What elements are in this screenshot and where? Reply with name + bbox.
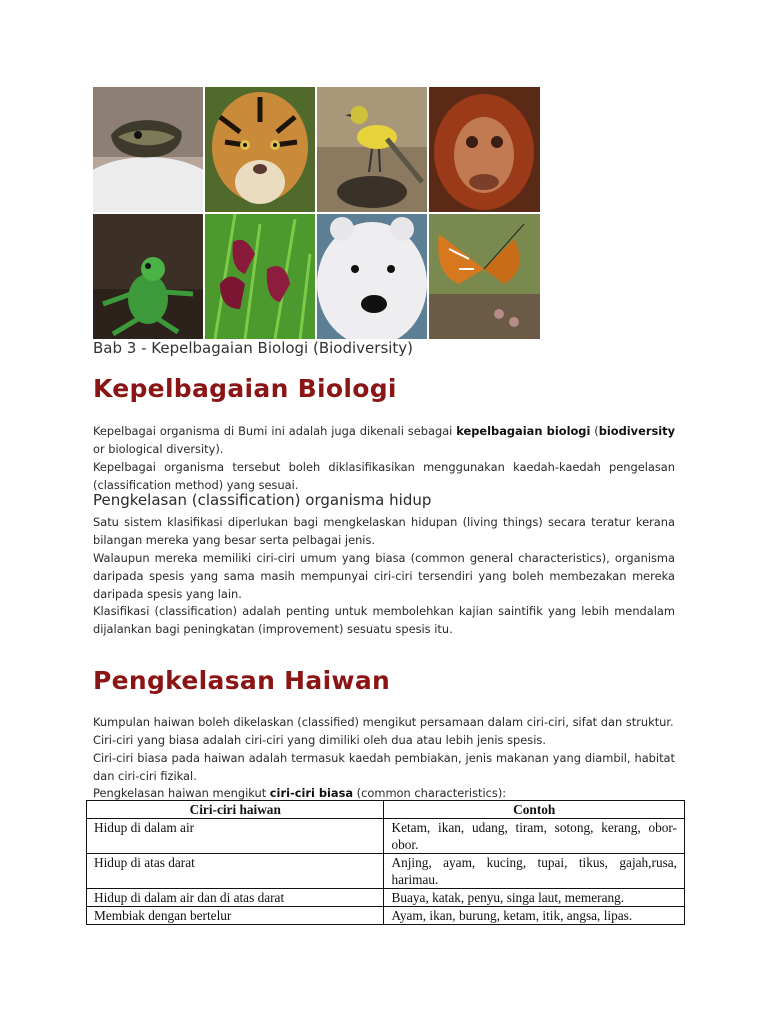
table-cell: Ketam, ikan, udang, tiram, sotong, kerang, obor-obor. [384,819,685,854]
text-segment: ( [590,424,599,438]
paragraph-species: Walaupun mereka memiliki ciri-ciri umum yang biasa (common general characteristics), organisma daripada spesis yang sama masih mempunyai ciri-ciri tersendiri yang boleh membezakan mereka daripada spesis yang lain. [93,551,675,601]
subheading-classification: Pengkelasan (classification) organisma hidup [93,491,432,509]
turtle-image [93,87,203,212]
frog-image [93,214,203,339]
bold-term: ciri-ciri biasa [269,786,354,800]
table-cell: Hidup di atas darat [87,854,384,889]
paragraph-importance: Klasifikasi (classification) adalah penting untuk membolehkan kajian saintifik yang lebih mendalam dijalankan bagi peningkatan (improvement) sesuatu spesis itu. [93,604,675,636]
paragraph-system: Satu sistem klasifikasi diperlukan bagi mengkelaskan hidupan (living things) secara teratur kerana bilangan mereka yang besar serta pelbagai jenis. [93,515,675,547]
paragraph-traits: Ciri-ciri biasa pada haiwan adalah termasuk kaedah pembiakan, jenis makanan yang diambil, habitat dan ciri-ciri fizikal. [93,751,675,783]
paragraph-classification: Kepelbagai organisma tersebut boleh diklasifikasikan menggunakan kaedah-kaedah pengelasan (classification method) yang sesuai. [93,460,675,492]
table-cell: Buaya, katak, penyu, singa laut, memerang. [384,889,685,907]
table-cell: Ayam, ikan, burung, ketam, itik, angsa, lipas. [384,907,685,925]
text-segment: or biological diversity). [93,442,224,456]
paragraph-group: Kumpulan haiwan boleh dikelaskan (classified) mengikut persamaan dalam ciri-ciri, sifat dan struktur. [93,715,674,729]
table-cell: Hidup di dalam air [87,819,384,854]
table-row [87,819,685,854]
bold-term: biodiversity [598,424,675,438]
paragraph-common: Ciri-ciri yang biasa adalah ciri-ciri yang dimiliki oleh dua atau lebih jenis spesis. [93,733,546,747]
butterfly-image [429,214,540,339]
species-photo-mosaic [93,87,538,339]
figure-caption: Bab 3 - Kepelbagaian Biologi (Biodiversity) [93,339,414,357]
polar-bear-image [317,214,427,339]
section-title-pengkelasan: Pengkelasan Haiwan [93,666,391,695]
bold-term: kepelbagaian biologi [456,424,591,438]
paragraph-intro [93,422,675,458]
table-row [87,854,685,889]
section-title-kepelbagaian: Kepelbagaian Biologi [93,374,397,403]
yellow-bird-image [317,87,427,212]
column-header: Ciri-ciri haiwan [87,801,384,819]
fritillary-flower-image [205,214,315,339]
text-segment: Pengkelasan haiwan mengikut [93,786,270,800]
table-header-row [87,801,685,819]
text-segment: (common characteristics): [353,786,507,800]
table-row [87,889,685,907]
tiger-image [205,87,315,212]
orangutan-image [429,87,540,212]
table-cell: Membiak dengan bertelur [87,907,384,925]
table-cell: Anjing, ayam, kucing, tupai, tikus, gajah,rusa, harimau. [384,854,685,889]
column-header: Contoh [384,801,685,819]
animal-classification-table [86,800,685,925]
table-row [87,907,685,925]
table-cell: Hidup di dalam air dan di atas darat [87,889,384,907]
text-segment: Kepelbagai organisma di Bumi ini adalah juga dikenali sebagai [93,424,457,438]
